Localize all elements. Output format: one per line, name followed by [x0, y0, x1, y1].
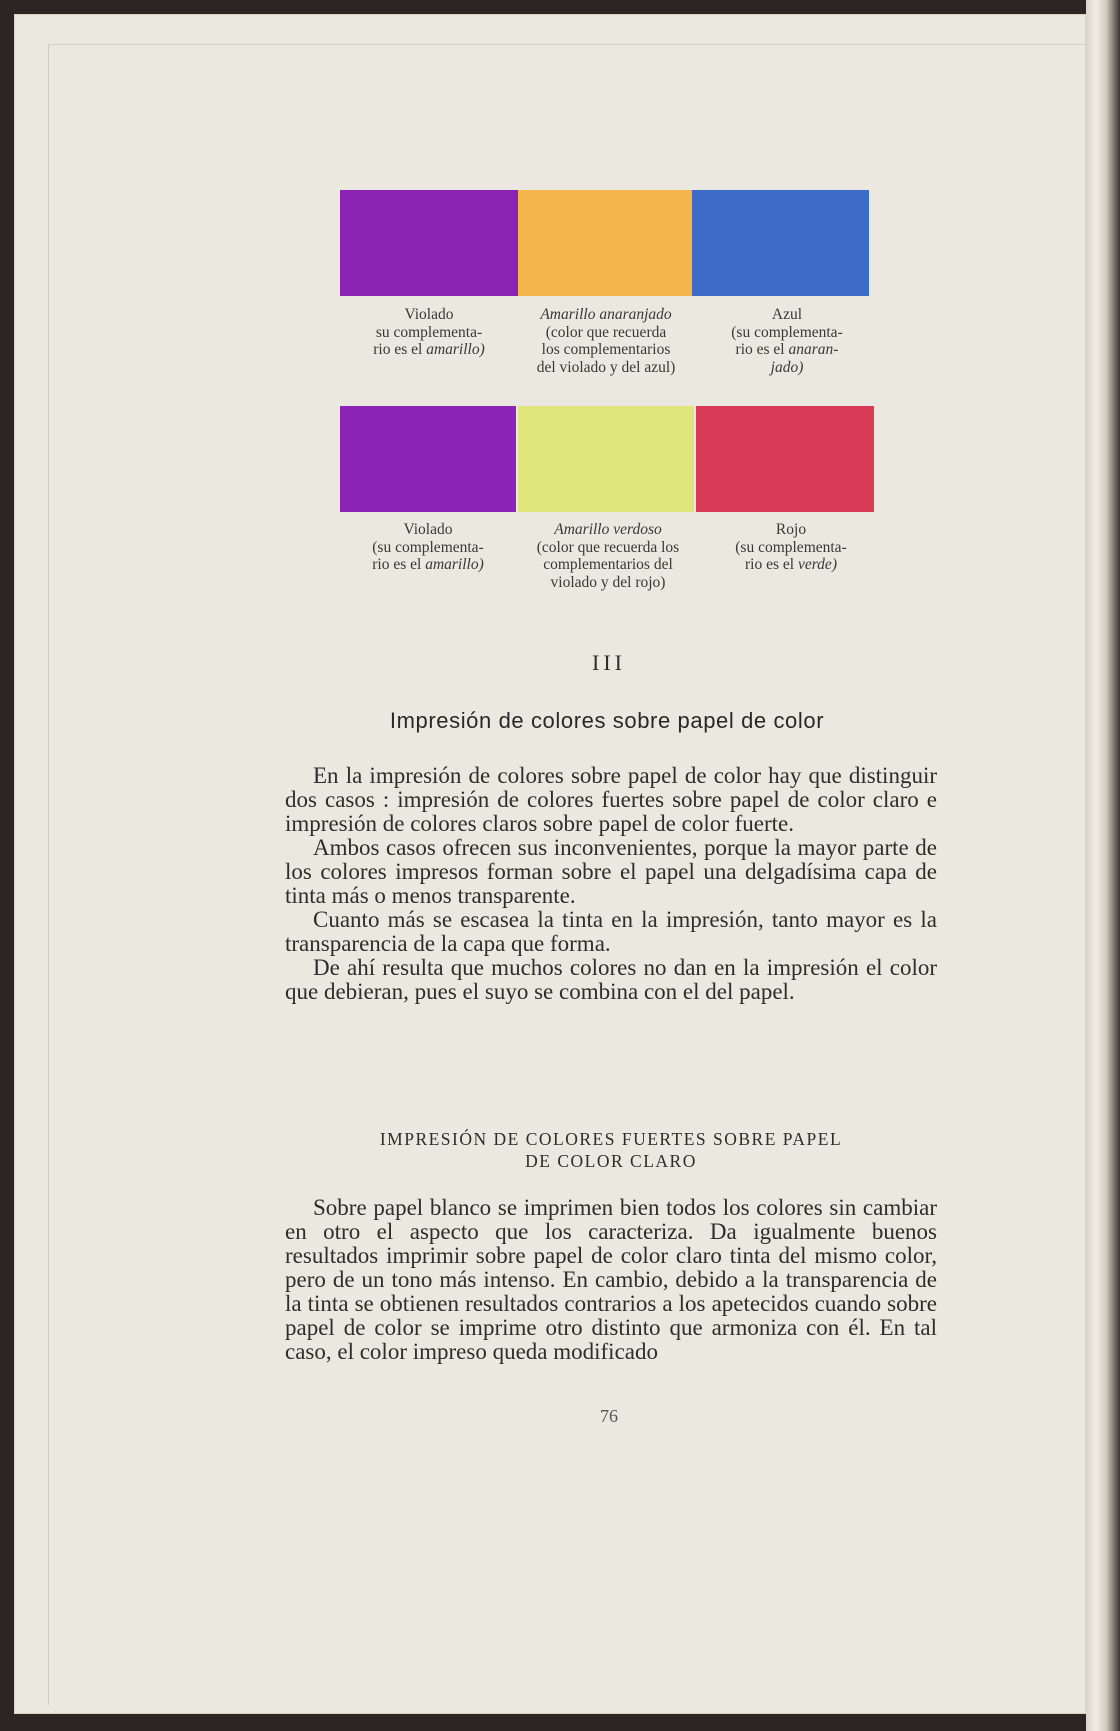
body-text	[285, 764, 937, 1004]
caption-bottom-green: Amarillo verdoso (color que recuerda los complementarios del violado y del rojo)	[536, 521, 680, 591]
swatch-red	[696, 406, 874, 512]
section-title: Impresión de colores sobre papel de color	[389, 708, 825, 733]
swatch-orange-yellow	[518, 190, 692, 296]
page-stack-edge	[1086, 0, 1120, 1731]
paragraph: De ahí resulta que muchos colores no dan en la impresión el color que debieran, pues el suyo se combina con el del papel.	[285, 955, 937, 1004]
body-text-2	[285, 1196, 937, 1364]
caption-top-blue: Azul (su complementa- rio es el anaran- jado)	[731, 306, 843, 376]
swatch-violet	[340, 190, 518, 296]
top-shadow	[0, 0, 1120, 14]
subheading: IMPRESIÓN DE COLORES FUERTES SOBRE PAPEL DE COLOR CLARO	[379, 1129, 843, 1171]
paragraph: En la impresión de colores sobre papel de color hay que distinguir dos casos : impresión de colores fuertes sobre papel de color claro e impresión de colores claros sobre papel de color fuerte.	[285, 763, 937, 836]
caption-bottom-violet: Violado (su complementa- rio es el amarillo)	[372, 521, 484, 573]
paragraph: Cuanto más se escasea la tinta en la impresión, tanto mayor es la transparencia de la capa que forma.	[285, 907, 937, 956]
caption-top-orange: Amarillo anaranjado (color que recuerda los complementarios del violado y del azul)	[536, 306, 676, 376]
caption-top-violet: Violado su complementa- rio es el amarillo)	[373, 306, 485, 358]
paragraph: Ambos casos ofrecen sus inconvenientes, porque la mayor parte de los colores impresos forman sobre el papel una delgadísima capa de tinta más o menos transparente.	[285, 835, 937, 908]
color-plate-bottom	[340, 406, 874, 512]
caption-bottom-red: Rojo (su complementa- rio es el verde)	[735, 521, 847, 573]
swatch-violet-2	[340, 406, 516, 512]
section-number: III	[592, 650, 626, 675]
page-number: 76	[600, 1406, 618, 1426]
swatch-green-yellow	[518, 406, 694, 512]
paragraph: Sobre papel blanco se imprimen bien todos los colores sin cambiar en otro el aspecto que los caracteriza. Da igualmente buenos resultados imprimir sobre papel de color claro tinta del mismo color, pero de un tono más intenso. En cambio, debido a la transparencia de la tinta se obtienen resultados contrarios a los apetecidos cuando sobre papel de color se imprime otro distinto que armoniza con él. En tal caso, el color impreso queda modificado	[285, 1195, 937, 1364]
color-plate-top	[340, 190, 869, 296]
swatch-blue	[692, 190, 869, 296]
